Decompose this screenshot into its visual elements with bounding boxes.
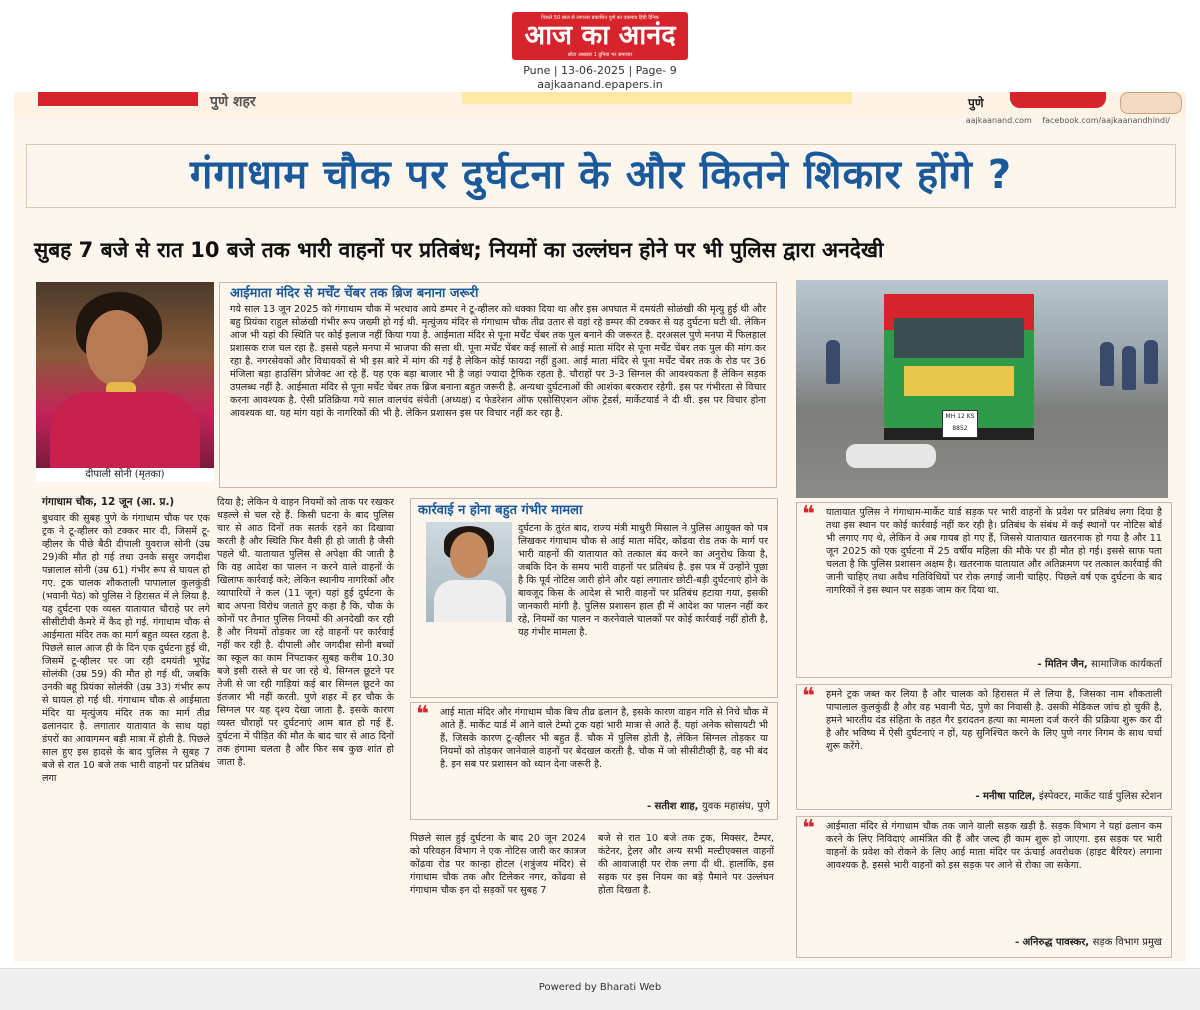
quote-icon: ❝: [802, 816, 815, 841]
minister-box-text: दुर्घटना के तुरंत बाद, राज्य मंत्री माधुरी मिसाल ने पुलिस आयुक्त को पत्र लिखकर गंगाधाम चौक से आई माता मंदिर, कोंढवा रोड तक के मार्ग पर भारी वाहनों की यातायात को तत्काल बंद करने का अनुरोध किया है, जबकि दिन के समय भारी वाहनों पर प्रतिबंध है. इस पत्र में उन्होंने पूछा है कि पूर्व नोटिस जारी होने और यहां लगातार छोटी-बड़ी दुर्घटनाएं होने के बावजूद किस के आदेश से भारी वाहनों पर प्रतिबंध हटाया गया, इसकी जानकारी मांगी है. पुलिस प्रशासन हाल ही में आदेश का पालन नहीं कर रहे, नियमों का पालन न करनेवाले चालकों पर कोई कार्रवाई नहीं होती है, यह गंभीर मामला है.: [518, 523, 768, 638]
dateline: गंगाधाम चौक, 12 जून (आ. प्र.): [42, 496, 175, 508]
quote-manisha-name: - मनीषा पाटिल,: [975, 791, 1036, 802]
photo-face: [86, 310, 148, 386]
truck-grill: [904, 366, 1014, 396]
section-title: पुणे शहर: [210, 94, 256, 110]
powered-by-link[interactable]: Powered by Bharati Web: [538, 982, 662, 993]
bystander: [1144, 340, 1158, 384]
social-links: [958, 116, 1170, 125]
newspaper-logo[interactable]: [512, 12, 688, 60]
logo-tagline: पिछले 50 साल से लगातार प्रकाशित पुणे का एकमात्र हिंदी दैनिक: [541, 15, 659, 21]
article-column-1: बुधवार की सुबह पुणे के गंगाधाम चौक पर एक ट्रक ने टू-व्हीलर को टक्कर मार दी, जिसमें टू-व्हीलर के पीछे बैठी दीपाली युवराज सोनी (उम्र 29)की मौत हो गई तथा उनके ससुर जगदीश पन्नालाल सोनी (उम्र 61) गंभीर रूप से घायल हो गए. ट्रक चालक शौकताली पापालाल कुलकुंडी (भवानी पेठ) को पुलिस ने हिरासत में ले लिया है. यह दुर्घटना एक व्यस्त यातायात चौराहे पर लगे सीसीटीवी कैमरे में कैद हो गई. गंगाधाम चौक से आईमाता मंदिर तक का मार्ग बहुत व्यस्त रहता है. पिछले साल आज ही के दिन एक दुर्घटना हुई थी, जिसमें टू-व्हीलर पर जा रही दमयंती भूपेंद्र सोलंकी (उम्र 59) की मौत हो गई थी, जबकि उनकी बहू प्रियंका सोलंकी (उम्र 33) गंभीर रूप से घायल हो गई थी. गंगाधाम चौक से आईमाता मंदिर या मृत्युंजय मंदिर तक का मार्ग तीव्र ढलानदार है. लगातार यातायात के साथ यहां डंपरों का आवागमन बड़ी मात्रा में होती है. पिछले साल हुए इस हादसे के बाद पुलिस ने सुबह 7 बजे से रात 10 बजे तक भारी वाहनों पर प्रतिबंध लगा: [42, 513, 210, 784]
bystander: [1100, 342, 1114, 386]
quote-aniruddha-role: सड़क विभाग प्रमुख: [1092, 937, 1162, 948]
article-column-2: दिया है; लेकिन ये वाहन नियमों को ताक पर रखकर धड़ल्ले से चल रहे हैं. किसी घटना के बाद पुलिस चार से आठ दिनों तक सतर्क रहने का दिखावा करती है और स्थिति फिर वैसी ही हो जाती है जैसी पहले थी. यातायात पुलिस से अपेक्षा की जाती है कि वह आदेश का पालन न करने वाले वाहनों के खिलाफ कार्रवाई करे; लेकिन स्थानीय नागरिकों और व्यापारियों ने कल (11 जून) यहां हुई दुर्घटना के बाद अपना विरोध जताते हुए कहा है कि, चौक के कोनों पर तैनात पुलिस नियमों की अनदेखी कर रही है और नियमों तोड़कर जा रहे वाहनों पर कार्रवाई नहीं कर रही है. दीपाली और जगदीश सोनी बच्चों का स्कूल का काम निपटाकर सुबह करीब 10.30 बजे इसी रास्ते से घर जा रहे थे. सिग्नल छूटने पर तेजी से जा रही गाड़ियां कई बार सिग्नल छूटने का इंतजार भी नहीं करती. पुणे शहर में हर चौक के सिग्नल पर यह दृश्य देखा जाता है. इसके कारण व्यस्त चौराहों पर दुर्घटनाएं आम बात हो गई हैं. दुर्घटना में पीड़ित की मौत के बाद चार से आठ दिनों तक हंगामा चलता है और फिर सब कुछ शांत हो जाता है.: [217, 497, 394, 768]
damaged-scooter: [846, 444, 936, 468]
logo-subline: छोटा अखबार 1 दुनिया भर समाचार: [567, 52, 633, 58]
quote-aniruddha-text: आईमाता मंदिर से गंगाधाम चौक तक जाने वाली सड़क खड़ी है. सड़क विभाग ने यहां ढलान कम करने के लिए निविदाएं आमंत्रित की हैं और जल्द ही काम शुरू हो जाएगा. इस सड़क पर भारी वाहनों के प्रवेश को रोकने के लिए आई माता मंदिर पर ऊंचाई अवरोधक (हाइट बैरियर) लगाना आवश्यक है. इससे भारी वाहनों को इस सड़क पर आने से रोका जा सकेगा.: [826, 821, 1162, 871]
headline: गंगाधाम चौक पर दुर्घटना के और कितने शिकार होंगे ?: [189, 152, 1013, 198]
article-column-3b: बजे से रात 10 बजे तक ट्रक, मिक्सर, टैम्पर, कंटेनर, ट्रेलर और अन्य सभी मल्टीएक्सल वाहनों की आवाजाही पर रोक लगा दी थी. हालांकि, इस सड़क पर इस नियम का बड़े पैमाने पर उल्लंघन होता दिखता है.: [598, 833, 774, 896]
emblem-logo: [1120, 92, 1182, 114]
quote-satish-role: युवक महासंघ, पुणे: [701, 801, 770, 812]
bridge-demand-box: [219, 282, 777, 488]
minister-box-title: कार्रवाई न होना बहुत गंभीर मामला: [418, 503, 583, 518]
strip-badge: [1010, 92, 1106, 108]
newspaper-clipping: [14, 92, 1186, 962]
page-header-strip: [14, 92, 1186, 118]
epaper-url[interactable]: aajkaanand.epapers.in: [537, 78, 663, 91]
article-column-3a: पिछले साल हुई दुर्घटना के बाद 20 जून 2024 को परिवहन विभाग ने एक नोटिस जारी कर कात्रज कोंढवा रोड पर कान्हा होटल (शत्रुंजय मंदिर) से गंगाधाम चौक तक और टिलेकर नगर, कोंढवा से गंगाधाम चौक इन दो सड़कों पर सुबह 7: [410, 833, 586, 896]
website-link[interactable]: aajkaanand.com: [965, 116, 1032, 125]
quote-manisha-attribution: [800, 790, 1162, 804]
footer: [0, 968, 1200, 1010]
truck-number-plate: MH 12 KS 8852: [942, 410, 978, 438]
minister-photo: [426, 522, 512, 622]
strip-logo-band: [38, 92, 198, 106]
quote-satish-text: आई माता मंदिर और गंगाधाम चौक बिच तीव्र ढलान है, इसके कारण वाहन गति से निचे चौक में आते हैं. मार्केट यार्ड में आने वाले टेम्पो ट्रक यहां भारी मात्रा से आते हैं. यहां अनेक सोसायटी भी हैं, जिसके कारण टू-व्हीलर भी बहुत हैं. चौक में पुलिस होती है, लेकिन सिग्नल तोड़कर या नियमों को तोड़कर जानेवाले वाहनों पर बेदखल करती है. चौक में जो सीसीटीव्ही है, वह भी बंद है. इन सब पर प्रशासन को ध्यान देना जरूरी है.: [440, 707, 768, 770]
headline-box: [26, 144, 1176, 208]
quote-aniruddha-name: - अनिरुद्ध पावस्कर,: [1014, 937, 1090, 948]
quote-manisha-role: इंस्पेक्टर, मार्केट यार्ड पुलिस स्टेशन: [1038, 791, 1162, 802]
photo-saree: [50, 392, 200, 468]
bystander: [1122, 346, 1136, 390]
minister-photo-face: [450, 532, 488, 578]
issue-info: Pune | 13-06-2025 | Page- 9: [523, 64, 677, 77]
quote-icon: ❝: [802, 684, 815, 709]
quote-icon: ❝: [802, 502, 815, 527]
truck-windshield: [894, 318, 1024, 358]
city-label: पुणे: [968, 96, 984, 110]
subheadline: सुबह 7 बजे से रात 10 बजे तक भारी वाहनों पर प्रतिबंध; नियमों का उल्लंघन होने पर भी पुलिस द्वारा अनदेखी: [34, 238, 884, 262]
photo-caption: दीपाली सोनी (मृतका): [36, 468, 214, 482]
accident-truck-photo: [796, 280, 1168, 498]
quote-mitin-attribution: [800, 658, 1162, 672]
date-band: [462, 92, 852, 104]
victim-photo: [36, 282, 214, 468]
quote-icon: ❝: [416, 702, 429, 727]
quote-satish-attribution: [414, 800, 770, 814]
quote-mitin-name: - मितिन जैन,: [1037, 659, 1088, 670]
facebook-link[interactable]: facebook.com/aajkaanandhindi/: [1042, 116, 1170, 125]
quote-mitin-role: सामाजिक कार्यकर्ता: [1091, 659, 1162, 670]
quote-manisha-text: हमने ट्रक जब्त कर लिया है और चालक को हिरासत में ले लिया है, जिसका नाम शौकताली पापालाल कुलकुंडी है और वह भवानी पेठ, पुणे का निवासी है. उसकी मेडिकल जांच हो चुकी है, हमने भारतीय दंड संहिता के तहत गैर इरादतन हत्या का मामला दर्ज करने की प्रक्रिया शुरू कर दी है और भविष्य में ऐसी दुर्घटनाएं न हों, यह सुनिश्चित करने के लिए पुणे नगर निगम के साथ चर्चा शुरू करेंगे.: [826, 689, 1162, 752]
bridge-box-text: गये साल 13 जून 2025 को गंगाधाम चौक में भरधाव आये डम्पर ने टू-व्हीलर को धक्का दिया था और इस अपघात में दमयंती सोळंखी की मृत्यु हुई थी और बहु प्रियंका राहुल सोळंखी गंभीर रूप जख्मी हो गई थी. मृत्युंजय मंदिर से गंगाधाम चौक तीव्र उतार से वहां रहे डम्पर की टक्कर से यह दुर्घटना घटी थी. लेकिन आज भी यहां की स्थिति पर कोई इलाज नहीं किया गया है. आईमाता मंदिर से पूना मर्चेंट चेंबर तक पुल बनाने की जरूरत है. दरअसल पुणे मनपा में फिलहाल प्रशासक राज चल रहा है. इससे पहले मनपा में भाजपा की सत्ता थी. पूना मर्चेंट चेंबर कई सालों से आई माता मंदिर से पूना मर्चेंट चेंबर तक पुल की मांग कर रहा है. नगरसेवकों और विधायकों से भी इस बारे में मांग की गई है लेकिन कोई फायदा नहीं हुआ. आई माता मंदिर से पूना मर्चेंट चेंबर तक के रोड पर 36 मंजिला बड़ा हाउसिंग प्रोजेक्ट आ रहे हैं. यह एक बड़ा बाजार भी है जहां ज्यादा ट्रैफिक रहता है. चौराहों पर 3-3 सिग्नल की आवश्यकता हैं लेकिन सड़क उपलब्ध नहीं है. आईमाता मंदिर से पूना मर्चेंट चेंबर तक ब्रिज बनाना बहुत जरूरी है. अन्यथा दुर्घटनाओं की आशंका बरकरार रहेगी. इस पर गंभीरता से विचार करना आवश्यक है. ऐसी प्रतिक्रिया गये साल वालचंद संचेती (अध्यक्ष) द फेडरेशन ऑफ एसोसिएशन ऑफ ट्रेडर्स, मार्केटयार्ड ने दी थी. इस पर विचार होना आवश्यक था. यह मांग यहां के नागरिकों की भी है. लेकिन प्रशासन इस पर विचार नहीं कर रहा है.: [230, 304, 766, 419]
quote-satish-name: - सतीश शाह,: [647, 801, 699, 812]
minister-photo-body: [434, 580, 506, 622]
masthead: [0, 0, 1200, 91]
bridge-box-title: आईमाता मंदिर से मर्चेंट चेंबर तक ब्रिज बनाना जरूरी: [230, 286, 479, 301]
quote-aniruddha-attribution: [800, 936, 1162, 950]
newspaper-name: आज का आनंद: [524, 20, 676, 51]
bystander: [826, 340, 840, 384]
quote-mitin-text: यातायात पुलिस ने गंगाधाम-मार्केट यार्ड सड़क पर भारी वाहनों के प्रवेश पर प्रतिबंध लगा दिया है तथा इस स्थान पर कोई कार्रवाई नहीं कर रही है। प्रतिबंध के संबंध में कई स्थानों पर नोटिस बोर्ड भी लगाए गए थे, लेकिन वे अब गायब हो गए हैं, जिससे यातायात खतरनाक हो गया है और 11 जून 2025 को एक दुर्घटना में 25 वर्षीय महिला की मौके पर ही मौत हो गई। इससे साफ पता चलता है कि पुलिस प्रशासन अक्षम है। खतरनाक यातायात और अतिक्रमण पर तत्काल कार्रवाई की जानी चाहिए तथा अवैध गतिविधियों पर रोक लगाई जानी चाहिए. पिछले वर्ष एक दुर्घटना के बाद नागरिकों ने इस स्थान पर सड़क जाम कर दिया था.: [826, 507, 1162, 596]
